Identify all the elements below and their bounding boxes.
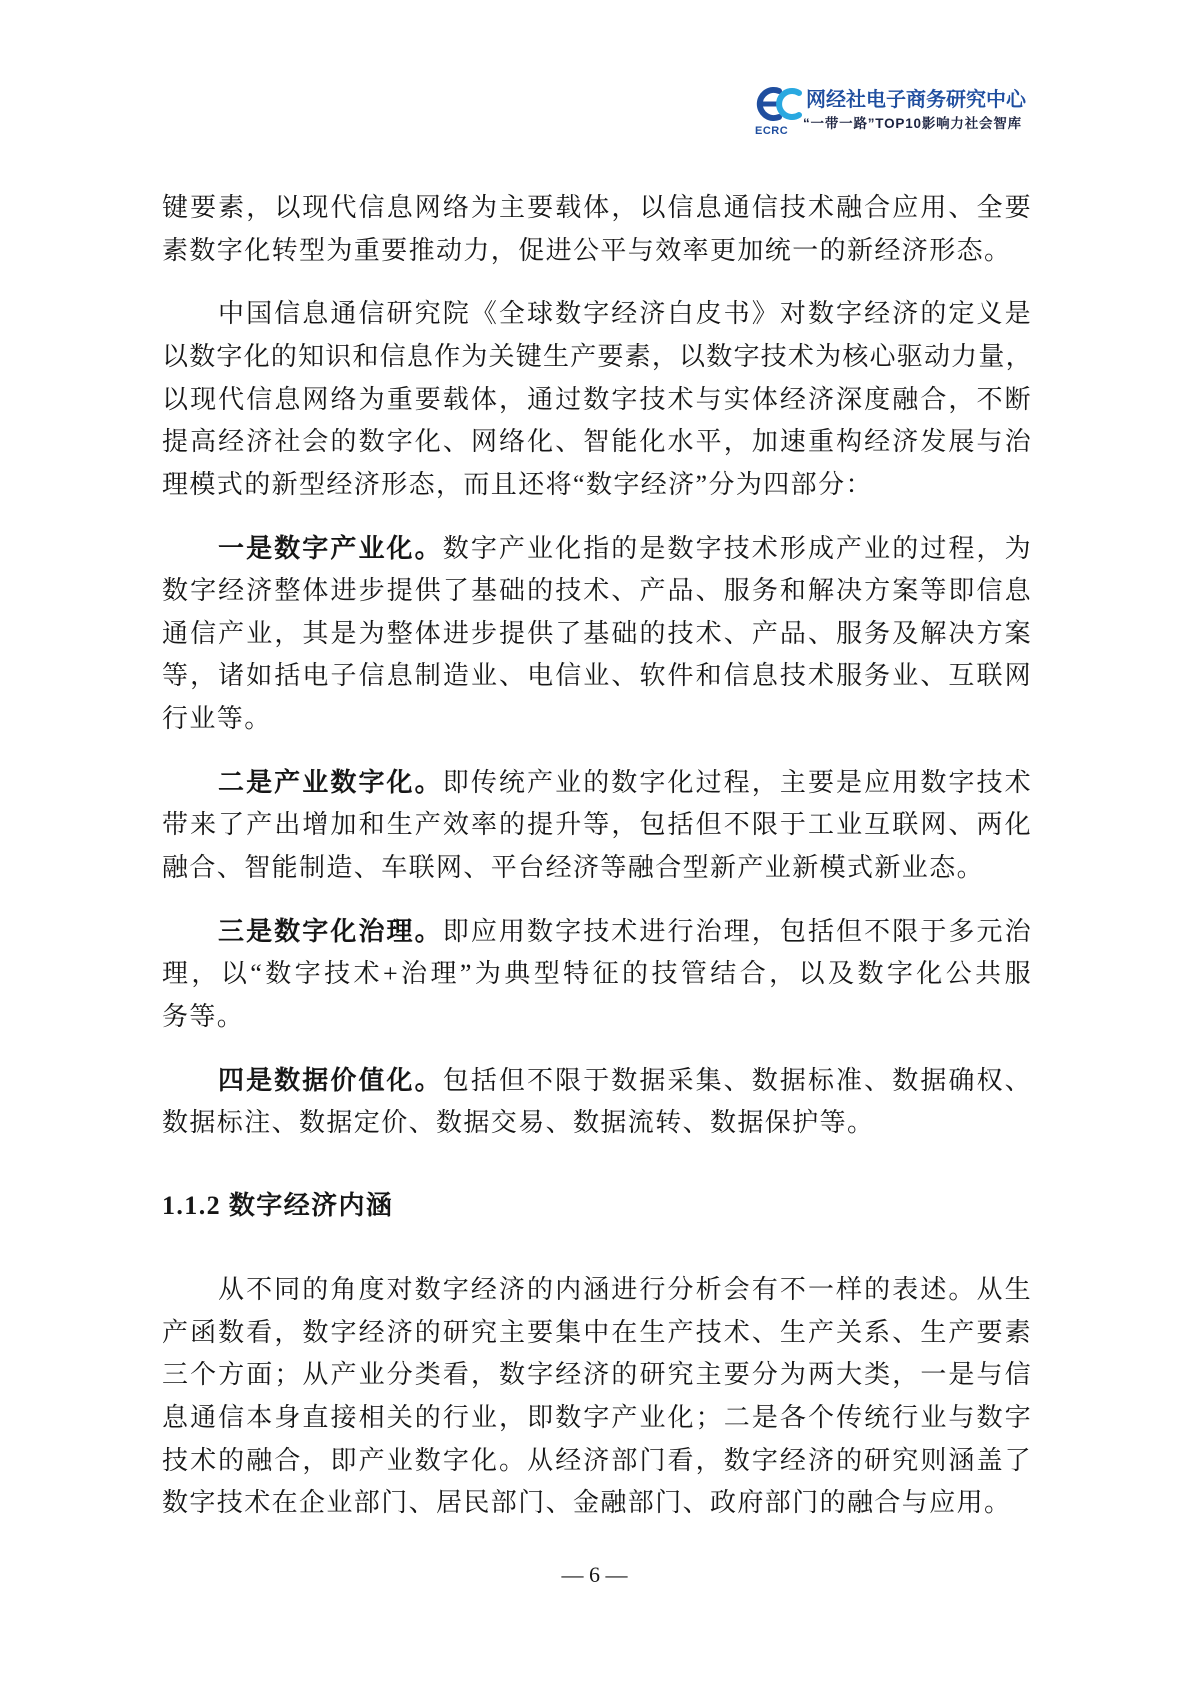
body-paragraph <box>162 528 1032 741</box>
ecrc-logo-icon <box>753 84 803 124</box>
paragraph-lead: 二是产业数字化。 <box>218 767 443 797</box>
paragraph-line: 息通信本身直接相关的行业，即数字产业化；二是各个传统行业与数字 <box>162 1402 1032 1432</box>
paragraph-line: 等，诸如括电子信息制造业、电信业、软件和信息技术服务业、互联网 <box>162 661 1032 691</box>
section-title: 数字经济内涵 <box>228 1191 394 1221</box>
body-paragraph <box>162 911 1032 1039</box>
paragraph-text: 即传统产业的数字化过程，主要是应用数字技术 <box>442 767 1033 797</box>
paragraph-line: 键要素，以现代信息网络为主要载体，以信息通信技术融合应用、全要 <box>162 193 1032 222</box>
header-logo <box>752 80 1028 140</box>
org-name: 网经社电子商务研究中心 <box>806 89 1026 111</box>
paragraph-line: 素数字化转型为重要推动力，促进公平与效率更加统一的新经济形态。 <box>162 235 1012 265</box>
paragraph-line: 三个方面；从产业分类看，数字经济的研究主要分为两大类，一是与信 <box>162 1360 1032 1390</box>
paragraph-text: 即应用数字技术进行治理，包括但不限于多元治 <box>442 916 1033 946</box>
body-paragraph <box>162 187 1032 272</box>
paragraph-line: 产函数看，数字经济的研究主要集中在生产技术、生产关系、生产要素 <box>162 1317 1032 1347</box>
paragraph-line: 数字经济整体进步提供了基础的技术、产品、服务和解决方案等即信息 <box>162 576 1032 606</box>
paragraph-line <box>162 1060 1032 1103</box>
paragraph-line: 数字技术在企业部门、居民部门、金融部门、政府部门的融合与应用。 <box>162 1488 1012 1518</box>
section-number: 1.1.2 <box>162 1191 221 1221</box>
logo-letter-c <box>779 91 799 117</box>
paragraph-line: 融合、智能制造、车联网、平台经济等融合型新产业新模式新业态。 <box>162 852 985 882</box>
paragraph-line: 务等。 <box>162 1001 245 1031</box>
paragraph-lead: 一是数字产业化。 <box>218 533 443 563</box>
paragraph-line <box>162 528 1032 571</box>
org-tagline: “一带一路”TOP10影响力社会智库 <box>803 116 1022 131</box>
paragraph-text: 数字产业化指的是数字技术形成产业的过程，为 <box>442 533 1033 563</box>
body-paragraph <box>162 293 1032 506</box>
paragraph-line: 理模式的新型经济形态，而且还将“数字经济”分为四部分： <box>162 469 873 499</box>
document-body <box>162 187 1032 1525</box>
paragraph-lead: 四是数据价值化。 <box>218 1065 443 1095</box>
paragraph-line: 技术的融合，即产业数字化。从经济部门看，数字经济的研究则涵盖了 <box>162 1445 1032 1475</box>
paragraph-line: 提高经济社会的数字化、网络化、智能化水平，加速重构经济发展与治 <box>162 427 1032 457</box>
paragraph-lead: 三是数字化治理。 <box>218 916 443 946</box>
paragraph-line <box>162 911 1032 954</box>
paragraph-text: 包括但不限于数据采集、数据标准、数据确权、 <box>442 1065 1033 1095</box>
paragraph-line: 从不同的角度对数字经济的内涵进行分析会有不一样的表述。从生 <box>218 1275 1032 1305</box>
paragraph-line: 行业等。 <box>162 703 272 733</box>
logo-abbreviation: ECRC <box>755 125 789 137</box>
page-number: — 6 — <box>561 1562 628 1587</box>
section-heading <box>162 1185 1032 1228</box>
paragraph-line <box>162 762 1032 805</box>
paragraph-line: 通信产业，其是为整体进步提供了基础的技术、产品、服务及解决方案 <box>162 618 1032 648</box>
paragraph-line: 中国信息通信研究院《全球数字经济白皮书》对数字经济的定义是 <box>218 299 1032 329</box>
paragraph-line: 以现代信息网络为重要载体，通过数字技术与实体经济深度融合，不断 <box>162 384 1032 414</box>
paragraph-line: 理，以“数字技术+治理”为典型特征的技管结合，以及数字化公共服 <box>162 959 1032 989</box>
paragraph-line: 以数字化的知识和信息作为关键生产要素，以数字技术为核心驱动力量， <box>162 341 1032 371</box>
body-paragraph <box>162 762 1032 890</box>
paragraph-line: 带来了产出增加和生产效率的提升等，包括但不限于工业互联网、两化 <box>162 810 1032 840</box>
body-paragraph <box>162 1060 1032 1145</box>
body-paragraph <box>162 1269 1032 1525</box>
paragraph-line: 数据标注、数据定价、数据交易、数据流转、数据保护等。 <box>162 1108 875 1138</box>
